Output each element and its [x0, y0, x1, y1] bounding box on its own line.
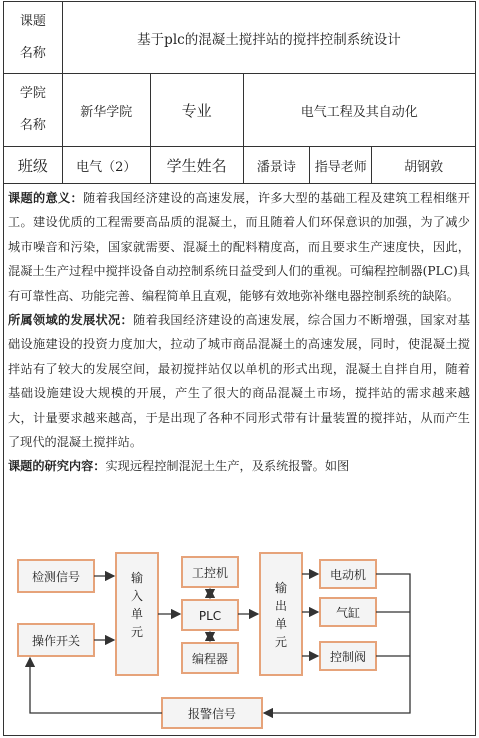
input-unit-char-3: 单	[130, 607, 144, 621]
input-unit-char-4: 元	[130, 625, 144, 639]
status-text: 随着我国经济建设的高速发展，综合国力不断增强，国家对基础设施建设的投资力度加大，拉动了城市商品混凝土的高速发展，同时，使混凝土搅拌站有了较大的发展空间，最初搅拌站仅以单机的形式出现，混凝土自拌自用，随着基础设施建设大规模的开展，产生了很大的商品混凝土市场，搅拌站的需求越来越大，计量要求越来越高，于是出现了各种不同形式带有计量装置的搅拌站，从而产生了现代的混凝土搅拌站。	[8, 313, 471, 450]
plc-label: PLC	[198, 609, 222, 623]
college-value: 新华学院	[62, 74, 150, 147]
college-label: 学院 名称	[4, 74, 63, 147]
advisor-value: 胡钢敦	[372, 147, 476, 184]
control-valve-label: 控制阀	[329, 650, 367, 664]
student-label: 学生姓名	[150, 147, 243, 184]
class-label: 班级	[4, 147, 63, 184]
input-unit-char-1: 输	[130, 571, 144, 585]
major-value: 电气工程及其自动化	[243, 74, 476, 147]
output-unit-box	[260, 553, 302, 675]
detect-signal-label: 检测信号	[31, 570, 81, 584]
output-unit-char-2: 出	[274, 599, 288, 613]
significance-text: 随着我国经济建设的高速发展，许多大型的基础工程及建筑工程相继开工。建设优质的工程需要高品质的混凝土，而且随着人们环保意识的加强，为了减少城市噪音和污染，国家就需要、混凝土的配料精度高，而且要求生产速度快，因此，混凝土生产过程中搅拌设备自动控制系统日益受到人们的重视。可编程控制器(PLC)具有可靠性高、功能完善、编程简单且直观，能够有效地弥补继电器控制系统的缺陷。	[8, 191, 470, 303]
research-text: 实现远程控制混泥土生产，及系统报警。如图	[105, 459, 350, 474]
significance-title: 课题的意义：	[8, 191, 83, 205]
alarm-signal-label: 报警信号	[187, 707, 237, 721]
ipc-label: 工控机	[191, 566, 229, 580]
status-title: 所属领域的发展状况：	[8, 313, 133, 328]
operate-switch-label: 操作开关	[31, 634, 81, 648]
programmer-label: 编程器	[191, 652, 229, 666]
cylinder-label: 气缸	[335, 606, 361, 620]
output-unit-char-4: 元	[274, 635, 288, 649]
motor-label: 电动机	[329, 568, 367, 582]
class-value: 电气（2）	[62, 147, 150, 184]
student-value: 潘景诗	[243, 147, 310, 184]
output-unit-char-3: 单	[274, 617, 288, 631]
topic-label: 课题 名称	[4, 2, 63, 74]
research-title: 课题的研究内容：	[8, 459, 106, 474]
advisor-label: 指导老师	[310, 147, 372, 184]
input-unit-char-2: 入	[130, 589, 144, 603]
output-unit-char-1: 输	[274, 581, 288, 595]
topic-value: 基于plc的混凝土搅拌站的搅拌控制系统设计	[62, 2, 475, 74]
major-label: 专业	[150, 74, 243, 147]
